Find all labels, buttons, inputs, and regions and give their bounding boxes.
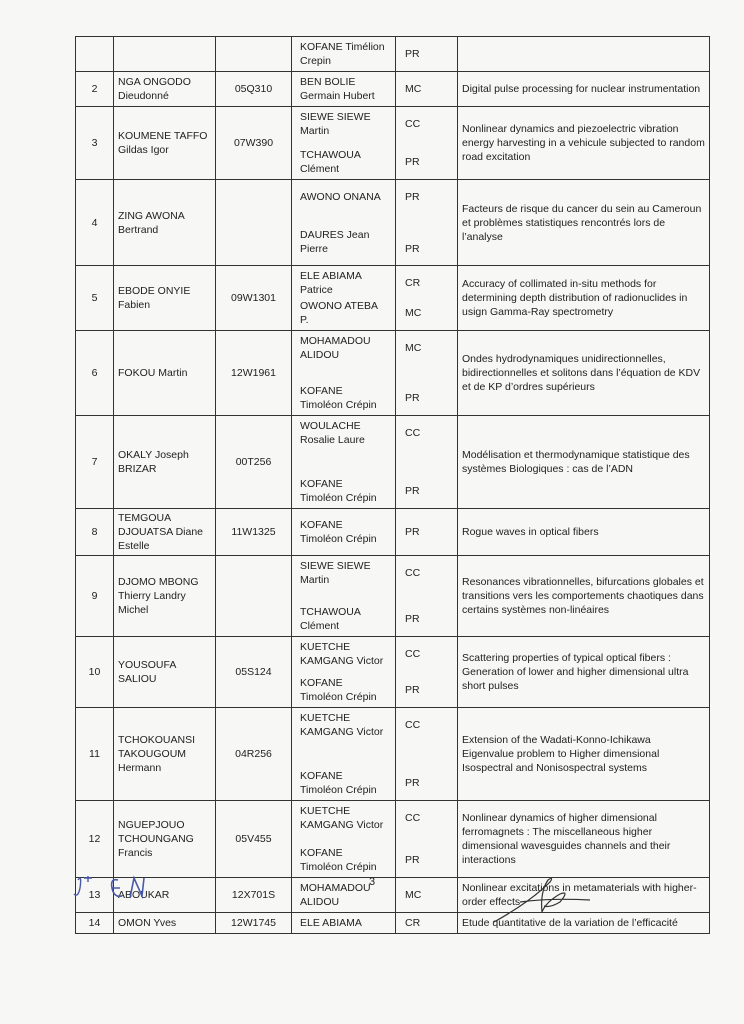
- jury-member-grade: MC: [405, 83, 422, 95]
- jury-member-name: TCHAWOUA Clément: [300, 606, 361, 632]
- table-row: [76, 801, 710, 878]
- matricule: 04R256: [216, 708, 292, 801]
- jury-member-name: MOHAMADOU ALIDOU: [300, 882, 371, 908]
- table-row: [76, 266, 710, 331]
- candidate-name: NGA ONGODO Dieudonné: [114, 72, 216, 107]
- jury-grades: [396, 416, 458, 509]
- matricule: 12X701S: [216, 878, 292, 913]
- row-number: 12: [76, 801, 114, 878]
- candidate-name: EBODE ONYIE Fabien: [114, 266, 216, 331]
- jury-member-grade: CR: [405, 917, 421, 929]
- jury-grades: [396, 509, 458, 556]
- jury-grades: [396, 801, 458, 878]
- jury-grades: [396, 913, 458, 934]
- thesis-topic: Accuracy of collimated in-situ methods for determining depth distribution of radionuclides in usign Gamma-Ray spectrometry: [458, 266, 710, 331]
- jury-grades: [396, 556, 458, 637]
- jury-member-grade: CC: [405, 427, 421, 439]
- matricule: 07W390: [216, 107, 292, 180]
- table-row: [76, 72, 710, 107]
- thesis-topic: Modélisation et thermodynamique statistique des systèmes Biologiques : cas de l’ADN: [458, 416, 710, 509]
- matricule: 05S124: [216, 637, 292, 708]
- jury-member-grade: PR: [405, 48, 420, 60]
- jury-member-name: SIEWE SIEWE Martin: [300, 560, 371, 586]
- candidate-name: [114, 37, 216, 72]
- candidate-name: DJOMO MBONG Thierry Landry Michel: [114, 556, 216, 637]
- jury-member-name: KUETCHE KAMGANG Victor: [300, 641, 384, 667]
- candidate-name: FOKOU Martin: [114, 331, 216, 416]
- row-number: 14: [76, 913, 114, 934]
- candidate-name: ZING AWONA Bertrand: [114, 180, 216, 266]
- row-number: 7: [76, 416, 114, 509]
- thesis-topic: Etude quantitative de la variation de l’efficacité: [458, 913, 710, 934]
- thesis-topic: Scattering properties of typical optical fibers : Generation of lower and higher dimensional ultra short pulses: [458, 637, 710, 708]
- jury-member-name: ELE ABIAMA Patrice: [300, 270, 362, 296]
- row-number: 3: [76, 107, 114, 180]
- jury-members: [292, 801, 396, 878]
- jury-members: [292, 266, 396, 331]
- candidate-name: KOUMENE TAFFO Gildas Igor: [114, 107, 216, 180]
- table-row: [76, 37, 710, 72]
- row-number: 4: [76, 180, 114, 266]
- jury-member-grade: PR: [405, 526, 420, 538]
- jury-grades: [396, 637, 458, 708]
- matricule: 00T256: [216, 416, 292, 509]
- table-row: [76, 708, 710, 801]
- row-number: [76, 37, 114, 72]
- thesis-topic: Facteurs de risque du cancer du sein au Cameroun et problèmes statistiques rencontrés lors de l’analyse: [458, 180, 710, 266]
- jury-member-name: SIEWE SIEWE Martin: [300, 111, 371, 137]
- row-number: 8: [76, 509, 114, 556]
- row-number: 9: [76, 556, 114, 637]
- jury-members: [292, 556, 396, 637]
- jury-member-name: KOFANE Timoléon Crépin: [300, 770, 377, 796]
- jury-member-grade: PR: [405, 156, 420, 168]
- jury-members: [292, 107, 396, 180]
- jury-member-name: WOULACHE Rosalie Laure: [300, 420, 365, 446]
- thesis-topic: Nonlinear excitations in metamaterials with higher-order effects: [458, 878, 710, 913]
- jury-members: [292, 180, 396, 266]
- jury-member-name: KOFANE Timoléon Crépin: [300, 385, 377, 411]
- jury-member-grade: PR: [405, 485, 420, 497]
- jury-members: [292, 708, 396, 801]
- candidate-name: TEMGOUA DJOUATSA Diane Estelle: [114, 509, 216, 556]
- jury-members: [292, 416, 396, 509]
- table-row: [76, 556, 710, 637]
- matricule: 11W1325: [216, 509, 292, 556]
- jury-members: [292, 637, 396, 708]
- jury-member-grade: PR: [405, 392, 420, 404]
- row-number: 2: [76, 72, 114, 107]
- matricule: 05V455: [216, 801, 292, 878]
- candidate-name: OMON Yves: [114, 913, 216, 934]
- table-row: [76, 416, 710, 509]
- candidate-name: ABOUKAR: [114, 878, 216, 913]
- jury-member-grade: PR: [405, 190, 420, 203]
- signature-right: [490, 872, 600, 928]
- table-row: [76, 913, 710, 934]
- page-number: 3: [368, 876, 376, 888]
- jury-member-name: KOFANE Timélion Crepin: [300, 41, 385, 67]
- candidate-name: TCHOKOUANSI TAKOUGOUM Hermann: [114, 708, 216, 801]
- thesis-topic: Nonlinear dynamics of higher dimensional ferromagnets : The miscellaneous higher dimensional wavesguides channels and their interactions: [458, 801, 710, 878]
- jury-grades: [396, 180, 458, 266]
- thesis-topic: [458, 37, 710, 72]
- thesis-topic: Resonances vibrationnelles, bifurcations globales et transitions vers les comportements chaotiques dans certains systèmes non-linéaires: [458, 556, 710, 637]
- jury-members: [292, 509, 396, 556]
- jury-member-name: KUETCHE KAMGANG Victor: [300, 805, 384, 831]
- jury-member-grade: MC: [405, 307, 422, 319]
- jury-member-name: MOHAMADOU ALIDOU: [300, 335, 371, 361]
- jury-members: [292, 913, 396, 934]
- table-row: [76, 331, 710, 416]
- matricule: 09W1301: [216, 266, 292, 331]
- jury-member-grade: CC: [405, 719, 421, 731]
- jury-member-grade: PR: [405, 684, 420, 696]
- jury-member-grade: MC: [405, 342, 422, 354]
- jury-members: [292, 331, 396, 416]
- jury-member-grade: PR: [405, 854, 420, 866]
- row-number: 5: [76, 266, 114, 331]
- jury-member-grade: CC: [405, 812, 421, 824]
- jury-member-name: AWONO ONANA: [300, 190, 381, 203]
- jury-member-name: KUETCHE KAMGANG Victor: [300, 712, 384, 738]
- jury-member-grade: MC: [405, 889, 422, 901]
- jury-member-name: BEN BOLIE Germain Hubert: [300, 76, 375, 102]
- thesis-topic: Rogue waves in optical fibers: [458, 509, 710, 556]
- jury-grades: [396, 708, 458, 801]
- candidate-name: OKALY Joseph BRIZAR: [114, 416, 216, 509]
- row-number: 11: [76, 708, 114, 801]
- matricule: [216, 556, 292, 637]
- matricule: [216, 180, 292, 266]
- table-row: [76, 637, 710, 708]
- jury-member-name: KOFANE Timoléon Crépin: [300, 677, 377, 703]
- thesis-topic: Digital pulse processing for nuclear instrumentation: [458, 72, 710, 107]
- jury-member-grade: PR: [405, 613, 420, 625]
- matricule: 12W1961: [216, 331, 292, 416]
- matricule: 05Q310: [216, 72, 292, 107]
- jury-members: [292, 37, 396, 72]
- candidate-name: NGUEPJOUO TCHOUNGANG Francis: [114, 801, 216, 878]
- jury-member-grade: CC: [405, 648, 421, 660]
- jury-grades: [396, 331, 458, 416]
- jury-grades: [396, 72, 458, 107]
- jury-member-name: KOFANE Timoléon Crépin: [300, 847, 377, 873]
- jury-member-grade: CR: [405, 277, 421, 289]
- candidate-name: YOUSOUFA SALIOU: [114, 637, 216, 708]
- table-row: [76, 107, 710, 180]
- jury-member-name: KOFANE Timoléon Crépin: [300, 478, 377, 504]
- thesis-topic: Extension of the Wadati-Konno-Ichikawa Eigenvalue problem to Higher dimensional Isospectral and Nonisospectral systems: [458, 708, 710, 801]
- table-row: [76, 509, 710, 556]
- jury-members: [292, 72, 396, 107]
- jury-member-grade: CC: [405, 118, 421, 130]
- jury-member-grade: PR: [405, 242, 420, 255]
- thesis-topic: Ondes hydrodynamiques unidirectionnelles, bidirectionnelles et solitons dans l’équation de KDV et de KP d’ordres supérieurs: [458, 331, 710, 416]
- matricule: 12W1745: [216, 913, 292, 934]
- jury-member-grade: CC: [405, 567, 421, 579]
- row-number: 10: [76, 637, 114, 708]
- jury-member-name: DAURES Jean Pierre: [300, 228, 370, 255]
- matricule: [216, 37, 292, 72]
- jury-member-grade: PR: [405, 777, 420, 789]
- initials-signature-left: [70, 868, 180, 908]
- jury-table: [75, 36, 710, 934]
- jury-member-name: KOFANE Timoléon Crépin: [300, 519, 377, 545]
- jury-grades: [396, 37, 458, 72]
- row-number: 6: [76, 331, 114, 416]
- table-row: [76, 180, 710, 266]
- jury-member-name: TCHAWOUA Clément: [300, 149, 361, 175]
- row-number: 13: [76, 878, 114, 913]
- jury-grades: [396, 107, 458, 180]
- thesis-topic: Nonlinear dynamics and piezoelectric vibration energy harvesting in a vehicule subjected to random road excitation: [458, 107, 710, 180]
- jury-grades: [396, 266, 458, 331]
- jury-member-name: ELE ABIAMA: [300, 917, 362, 929]
- jury-member-name: OWONO ATEBA P.: [300, 300, 378, 326]
